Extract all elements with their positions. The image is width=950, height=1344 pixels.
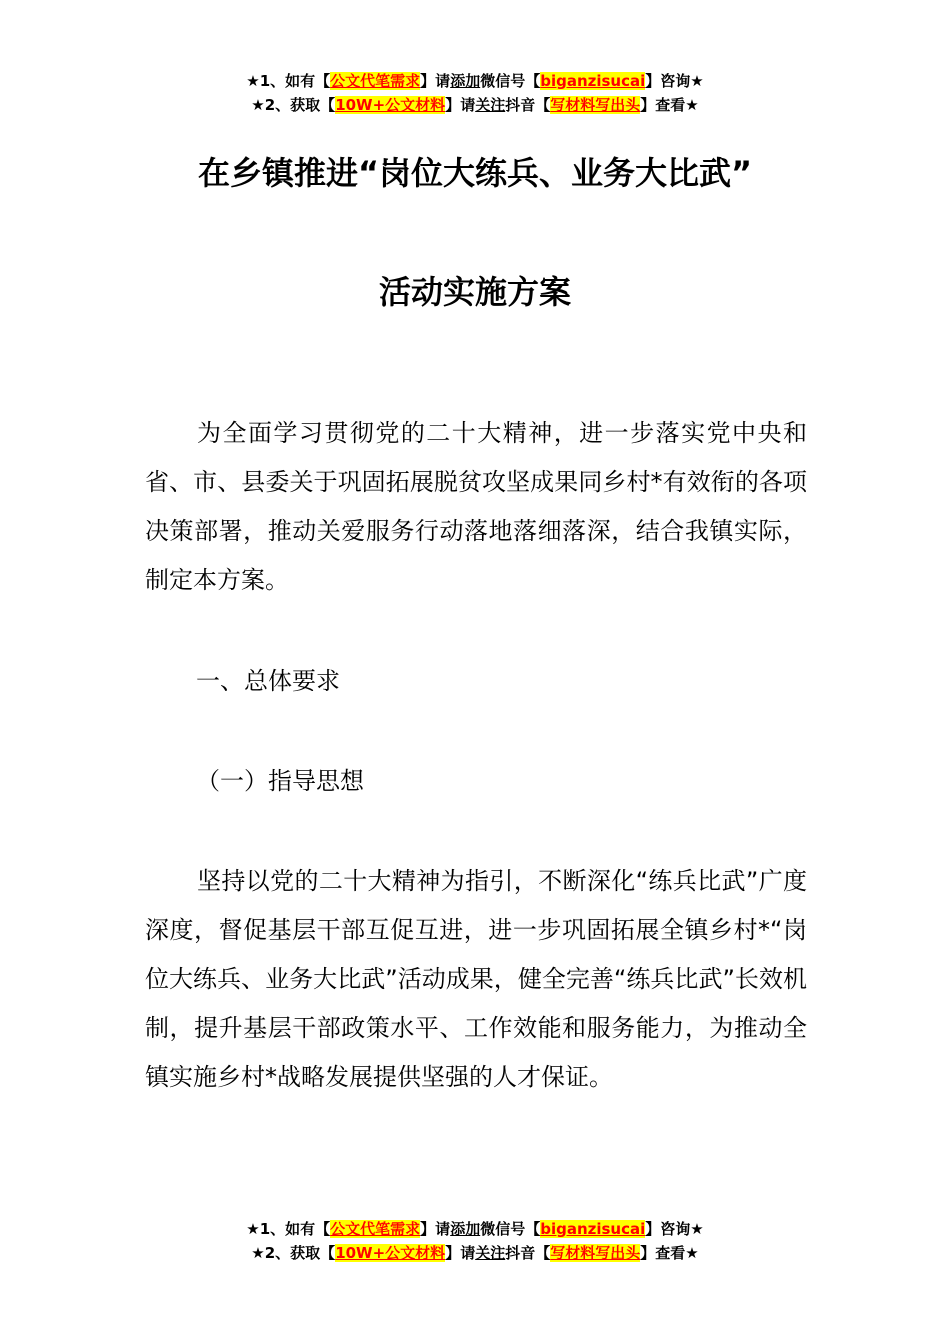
ad-line-1: [0, 1217, 950, 1241]
ad-highlight-service: 公文代笔需求: [330, 72, 421, 90]
subsection-heading: （一）指导思想: [196, 767, 364, 795]
ad-underlined-text: 关注: [475, 1244, 506, 1262]
ad-text: 】咨询★: [645, 72, 704, 90]
ad-highlight-wechat-id: biganzisucai: [540, 1220, 646, 1238]
section-heading: 一、总体要求: [196, 667, 340, 695]
ad-highlight-materials: 10W+公文材料: [335, 96, 446, 114]
ad-text: ★2、获取【: [251, 1244, 336, 1262]
ad-text: ★1、如有【: [246, 1220, 331, 1238]
ad-text: 】请: [445, 1244, 476, 1262]
ad-underlined-text: 关注: [475, 96, 506, 114]
footer-ad-banner: [0, 1217, 950, 1265]
ad-text: 】咨询★: [645, 1220, 704, 1238]
ad-text: 微信号【: [480, 1220, 541, 1238]
header-ad-banner: [0, 69, 950, 117]
ad-text: 】请: [445, 96, 476, 114]
ad-text: ★2、获取【: [251, 96, 336, 114]
ad-line-1: [0, 69, 950, 93]
ad-text: 】查看★: [640, 96, 699, 114]
ad-text: 】查看★: [640, 1244, 699, 1262]
ad-text: ★1、如有【: [246, 72, 331, 90]
ad-text: 】请: [420, 72, 451, 90]
ad-underlined-text: 添加: [450, 72, 481, 90]
ad-text: 抖音【: [505, 96, 551, 114]
document-title-line-1: 在乡镇推进“岗位大练兵、业务大比武”: [197, 154, 753, 192]
ad-text: 微信号【: [480, 72, 541, 90]
ad-highlight-douyin: 写材料写出头: [550, 1244, 641, 1262]
ad-text: 】请: [420, 1220, 451, 1238]
ad-line-2: [0, 1241, 950, 1265]
ad-text: 抖音【: [505, 1244, 551, 1262]
ad-highlight-service: 公文代笔需求: [330, 1220, 421, 1238]
ad-highlight-douyin: 写材料写出头: [550, 96, 641, 114]
ad-underlined-text: 添加: [450, 1220, 481, 1238]
intro-paragraph: 为全面学习贯彻党的二十大精神，进一步落实党中央和省、市、县委关于巩固拓展脱贫攻坚成果同乡村*有效衔的各项决策部署，推动关爱服务行动落地落细落深，结合我镇实际，制定本方案。: [145, 419, 807, 594]
guiding-ideology-paragraph: 坚持以党的二十大精神为指引，不断深化“练兵比武”广度深度，督促基层干部互促互进，进一步巩固拓展全镇乡村*“岗位大练兵、业务大比武”活动成果，健全完善“练兵比武”长效机制，提升基层干部政策水平、工作效能和服务能力，为推动全镇实施乡村*战略发展提供坚强的人才保证。: [145, 867, 807, 1091]
document-title-line-2: 活动实施方案: [378, 273, 571, 311]
ad-line-2: [0, 93, 950, 117]
ad-highlight-materials: 10W+公文材料: [335, 1244, 446, 1262]
ad-highlight-wechat-id: biganzisucai: [540, 72, 646, 90]
